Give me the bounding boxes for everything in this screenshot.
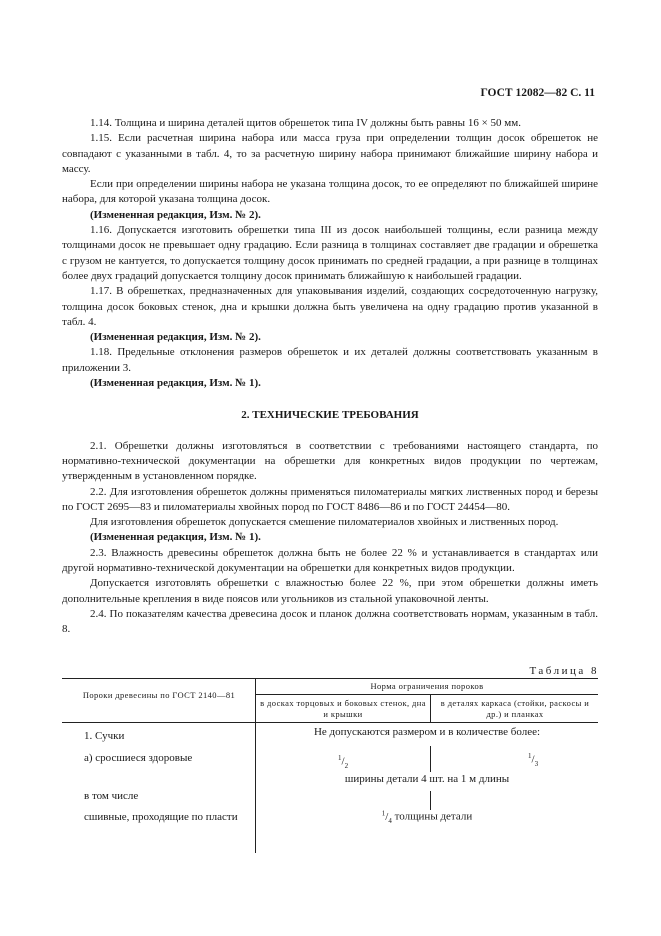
paragraph: 2.3. Влажность древесины обрешеток должна быть не более 22 % и устанавливается в стандартах или другой нормативно-технической документации на обрешетки для конкретных видов продукции. bbox=[62, 546, 598, 575]
page-header: ГОСТ 12082—82 С. 11 bbox=[480, 87, 595, 99]
paragraph: 1.16. Допускается изготовить обрешетки типа III из досок наибольшей толщины, если разница между толщинами досок не превышает одну градацию. Если разница в толщинах составляет две градации и обрешетка с грузом не кантуется, то допускается толщину досок принимать по средней градации, а при разнице в толщинах более двух градаций допускается толщину досок принимать ближайшую к наибольшей градации. bbox=[62, 224, 598, 282]
value-divider-a bbox=[430, 746, 431, 772]
amendment-note: (Измененная редакция, Изм. № 1). bbox=[90, 531, 261, 544]
paragraph: 1.18. Предельные отклонения размеров обрешеток и их деталей должны соответствовать указанным в приложении 3. bbox=[62, 346, 598, 374]
paragraph: Если при определении ширины набора не указана толщина досок, то ее определяют по ближайшей ширине набора, для которой указана толщина досок. bbox=[62, 178, 598, 206]
value-divider-b bbox=[430, 791, 431, 810]
paragraph: 2.1. Обрешетки должны изготовляться в соответствии с требованиями настоящего стандарта, по нормативно-технической документации на обрешетки для конкретных видов продукции по чертежам, утвержденным в установленном порядке. bbox=[62, 439, 598, 483]
paragraph: 1.14. Толщина и ширина деталей щитов обрешеток типа IV должны быть равны 16 × 50 мм. bbox=[90, 117, 521, 129]
row-label: а) сросшиеся здоровые bbox=[84, 752, 193, 764]
paragraph: 1.17. В обрешетках, предназначенных для упаковывания изделий, создающих сосредоточенную нагрузку, толщина досок боковых стенок, дна и крышки должна быть увеличена на одну градацию против указанной в табл. 4. bbox=[62, 285, 598, 328]
row-label: 1. Сучки bbox=[84, 730, 125, 742]
row-label: сшивные, проходящие по пласти bbox=[84, 811, 238, 823]
col2-header: в досках торцовых и боковых стенок, дна и крышки bbox=[260, 698, 426, 719]
table-caption: Таблица 8 bbox=[529, 665, 599, 677]
row-value-text: толщины детали bbox=[394, 810, 473, 823]
table-top-rule bbox=[62, 678, 598, 679]
fraction-col2: $^1/_2$ bbox=[338, 754, 349, 770]
col3-header: в деталях каркаса (стойки, раскосы и др.) и планках bbox=[440, 698, 590, 719]
row-value: ширины детали 4 шт. на 1 м длины bbox=[344, 773, 510, 785]
column-divider-2 bbox=[430, 694, 431, 722]
header-group-rule bbox=[255, 694, 598, 695]
paragraph: 2.4. По показателям качества древесина досок и планок должна соответствовать нормам, указанным в табл. 8. bbox=[62, 607, 598, 636]
row-value bbox=[258, 809, 596, 825]
col1-header: Пороки древесины по ГОСТ 2140—81 bbox=[82, 690, 236, 700]
row-label: в том числе bbox=[84, 790, 139, 802]
paragraph: 1.15. Если расчетная ширина набора или масса груза при определении толщин досок обрешеток не совпадают с указанными в табл. 4, то за расчетную ширину набора принимают ближайшие ширину набора и массу. bbox=[62, 132, 598, 175]
fraction: $^1/_4$ bbox=[381, 809, 392, 825]
row-value: Не допускаются размером и в количестве более: bbox=[313, 726, 541, 738]
paragraph: Для изготовления обрешеток допускается смешение пиломатериалов хвойных и лиственных пород. bbox=[90, 516, 559, 529]
amendment-note: (Измененная редакция, Изм. № 1). bbox=[90, 377, 261, 390]
column-divider-1 bbox=[255, 678, 256, 853]
document-body bbox=[62, 116, 598, 638]
table-8 bbox=[62, 678, 598, 853]
paragraph: 2.2. Для изготовления обрешеток должны применяться пиломатериалы мягких лиственных пород и березы по ГОСТ 2695—83 и пиломатериалы хвойных пород по ГОСТ 8486—86 и по ГОСТ 24454—80. bbox=[62, 485, 598, 513]
amendment-note: (Измененная редакция, Изм. № 2). bbox=[90, 331, 261, 344]
section-title: 2. ТЕХНИЧЕСКИЕ ТРЕБОВАНИЯ bbox=[241, 409, 419, 422]
header-bottom-rule bbox=[62, 722, 598, 723]
amendment-note: (Измененная редакция, Изм. № 2). bbox=[90, 208, 261, 221]
fraction-col3: $^1/_3$ bbox=[528, 752, 539, 768]
group-header: Норма ограничения пороков bbox=[370, 681, 484, 691]
paragraph: Допускается изготовлять обрешетки с влажностью более 22 %, при этом обрешетки должны иметь дополнительные крепления в виде поясов или угольников из стальной упаковочной ленты. bbox=[62, 577, 598, 605]
